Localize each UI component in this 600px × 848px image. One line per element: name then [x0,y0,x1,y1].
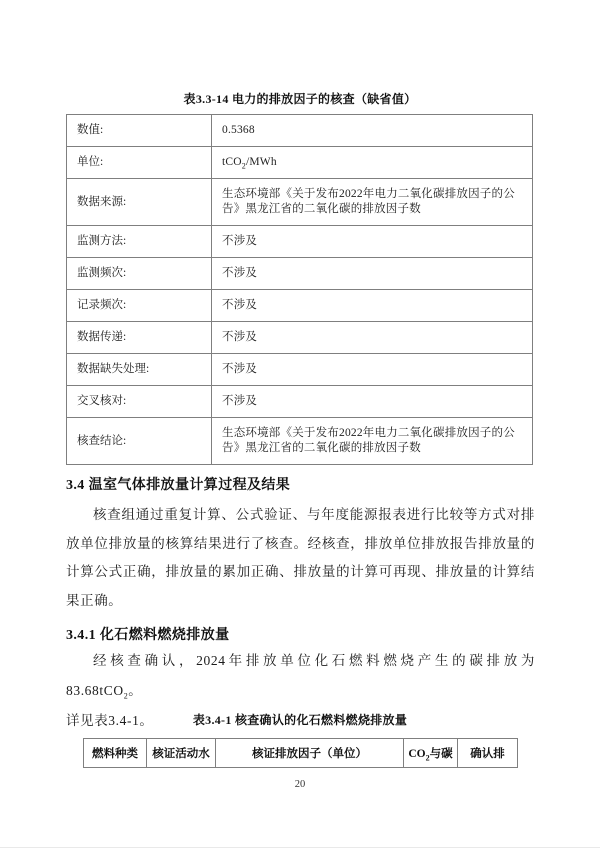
column-header-co2-carbon [404,739,458,768]
emission-factor-verification-table [66,114,533,465]
row-value: 不涉及 [212,290,533,322]
row-value: 不涉及 [212,322,533,354]
subscript: 2 [123,691,129,701]
row-value: 生态环境部《关于发布2022年电力二氧化碳排放因子的公告》黑龙江省的二氧化碳的排放因子数 [212,179,533,226]
row-value: 生态环境部《关于发布2022年电力二氧化碳排放因子的公告》黑龙江省的二氧化碳的排放因子数 [212,418,533,465]
subscript: 2 [241,161,246,171]
row-label: 数据传递: [67,322,212,354]
section-3-4-1-heading: 3.4.1 化石燃料燃烧排放量 [66,628,230,643]
unit-text: /MWh [245,156,277,168]
row-label: 单位: [67,147,212,179]
unit-text: tCO [222,156,242,168]
row-value [212,147,533,179]
table-row [67,147,533,179]
table-row [67,115,533,147]
table-row [67,290,533,322]
row-label: 监测频次: [67,258,212,290]
paragraph-text: 。 [128,683,143,698]
column-header-confirmed-emission: 确认排 [458,739,518,768]
table-3-4-1-caption: 表3.4-1 核查确认的化石燃料燃烧排放量 [192,713,408,727]
row-label: 数据缺失处理: [67,354,212,386]
row-value: 不涉及 [212,226,533,258]
header-row [84,739,518,768]
table-row [67,354,533,386]
table-row [67,386,533,418]
paragraph-text: 经核查确认，2024年排放单位化石燃料燃烧产生的碳排放为83.68tCO [66,653,535,698]
table-row [67,418,533,465]
section-3-4-heading: 3.4 温室气体排放量计算过程及结果 [66,478,291,493]
row-label: 核查结论: [67,418,212,465]
section-3-4-paragraph: 核查组通过重复计算、公式验证、与年度能源报表进行比较等方式对排放单位排放量的核算结果进行了核查。经核查，排放单位排放报告排放量的计算公式正确，排放量的累加正确、排放量的计算可再现、排放量的计算结果正确。 [66,507,535,608]
column-header-emission-factor: 核证排放因子（单位） [216,739,404,768]
row-label: 数据来源: [67,179,212,226]
row-value: 不涉及 [212,354,533,386]
column-header-fuel-type: 燃料种类 [84,739,147,768]
header-text: 与碳 [429,748,453,760]
header-text: CO [408,748,426,760]
table-row [67,179,533,226]
row-value: 不涉及 [212,258,533,290]
column-header-activity-level: 核证活动水 [147,739,216,768]
table-row [67,322,533,354]
row-label: 记录频次: [67,290,212,322]
row-value: 不涉及 [212,386,533,418]
row-label: 数值: [67,115,212,147]
paragraph-text: 详见表3.4-1。 [66,713,154,728]
table-row [67,226,533,258]
row-label: 监测方法: [67,226,212,258]
table-3-3-14-caption: 表3.3-14 电力的排放因子的核查（缺省值） [183,92,417,106]
table-row [67,258,533,290]
subscript: 2 [425,753,430,763]
row-value: 0.5368 [212,115,533,147]
fuel-combustion-table [83,738,518,768]
page-number: 20 [294,779,306,790]
row-label: 交叉核对: [67,386,212,418]
